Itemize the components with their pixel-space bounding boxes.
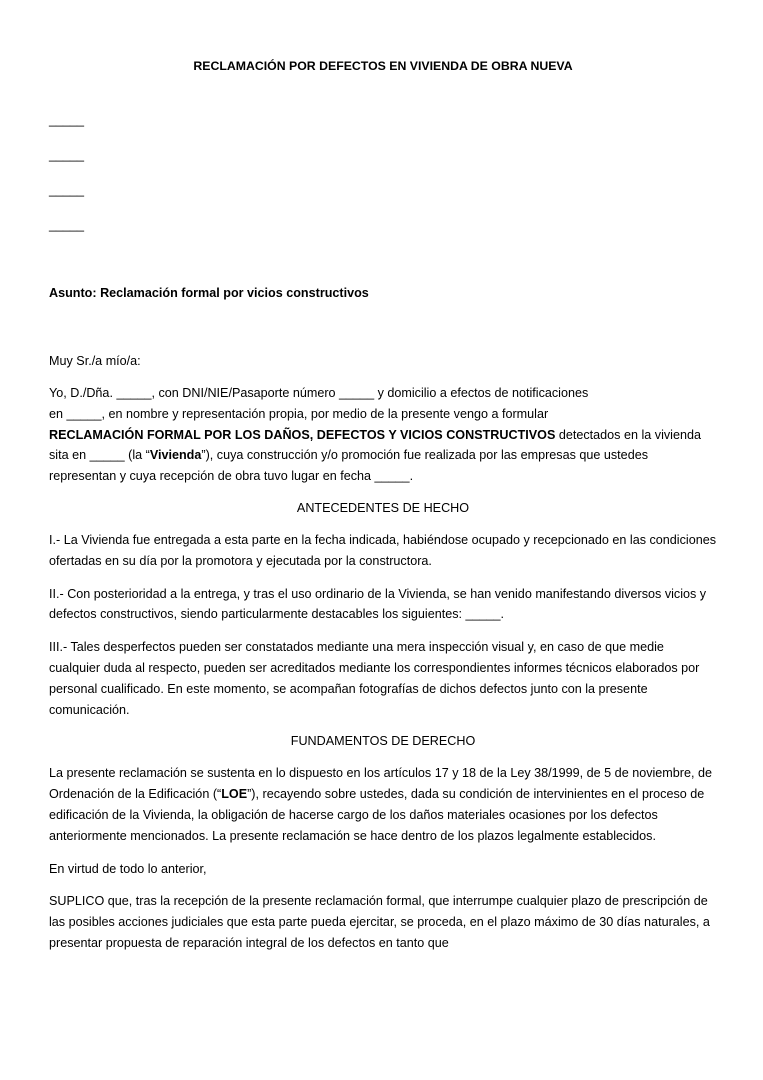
intro-vivienda-bold: Vivienda (149, 448, 202, 463)
fact-paragraph-3: III.- Tales desperfectos pueden ser constatados mediante una mera inspección visual y, en caso de que medie cualquier duda al respecto, pueden ser acreditados mediante los correspondientes informes técnicos elaborados por personal cualificado. En este momento, se acompañan fotografías de dichos defectos junto con la presente comunicación. (49, 640, 700, 717)
intro-paragraph (49, 383, 717, 487)
salutation: Muy Sr./a mío/a: (49, 354, 141, 368)
intro-text-3: detectados en la vivienda sita en _____ (la “ (49, 427, 701, 463)
intro-text-1: Yo, D./Dña. _____, con DNI/NIE/Pasaporte número _____ y domicilio a efectos de notificaciones (49, 386, 589, 400)
plea-paragraph: SUPLICO que, tras la recepción de la presente reclamación formal, que interrumpe cualquier plazo de prescripción de las posibles acciones judiciales que esta parte pueda ejercitar, se proceda, en el plazo máximo de 30 días naturales, a presentar propuesta de reparación integral de los defectos en tanto que (49, 894, 710, 950)
document-page (49, 56, 717, 954)
heading-fundamentos: FUNDAMENTOS DE DERECHO (290, 734, 476, 749)
document-title: RECLAMACIÓN POR DEFECTOS EN VIVIENDA DE OBRA NUEVA (193, 59, 573, 73)
law-paragraph (49, 763, 717, 846)
subject-line: Asunto: Reclamación formal por vicios constructivos (49, 286, 369, 300)
recipient-blank-3: _____ (49, 183, 85, 197)
law-loe-bold: LOE (221, 787, 248, 802)
law-text-1: La presente reclamación se sustenta en lo dispuesto en los artículos 17 y 18 de la Ley 38/1999, de 5 de noviembre, de Ordenación de la Edificación (“ (49, 766, 712, 802)
fact-paragraph-2: II.- Con posterioridad a la entrega, y tras el uso ordinario de la Vivienda, se han venido manifestando diversos vicios y defectos constructivos, siendo particularmente destacables los siguientes: _____. (49, 586, 707, 622)
law-text-2: ”), recayendo sobre ustedes, dada su condición de intervinientes en el proceso de edificación de la Vivienda, la obligación de hacerse cargo de los daños materiales ocasiones por los defectos anteriormente mencionados. La presente reclamación se hace dentro de los plazos legalmente establecidos. (49, 787, 705, 843)
conclusion-intro: En virtud de todo lo anterior, (49, 861, 207, 876)
recipient-blank-2: _____ (49, 148, 85, 162)
intro-text-4: ”), cuya construcción y/o promoción fue realizada por las empresas que ustedes representan y cuya recepción de obra tuvo lugar en fecha _____. (49, 448, 648, 484)
intro-claim-bold: RECLAMACIÓN FORMAL POR LOS DAÑOS, DEFECTOS Y VICIOS CONSTRUCTIVOS (49, 427, 556, 442)
recipient-blank-1: _____ (49, 113, 85, 127)
recipient-blank-4: _____ (49, 218, 85, 232)
fact-paragraph-1: I.- La Vivienda fue entregada a esta parte en la fecha indicada, habiéndose ocupado y recepcionado en las condiciones ofertadas en su día por la promotora y ejecutada por la constructora. (49, 532, 717, 568)
intro-text-2: en _____, en nombre y representación propia, por medio de la presente vengo a formular (49, 406, 549, 421)
heading-antecedentes: ANTECEDENTES DE HECHO (296, 500, 470, 515)
